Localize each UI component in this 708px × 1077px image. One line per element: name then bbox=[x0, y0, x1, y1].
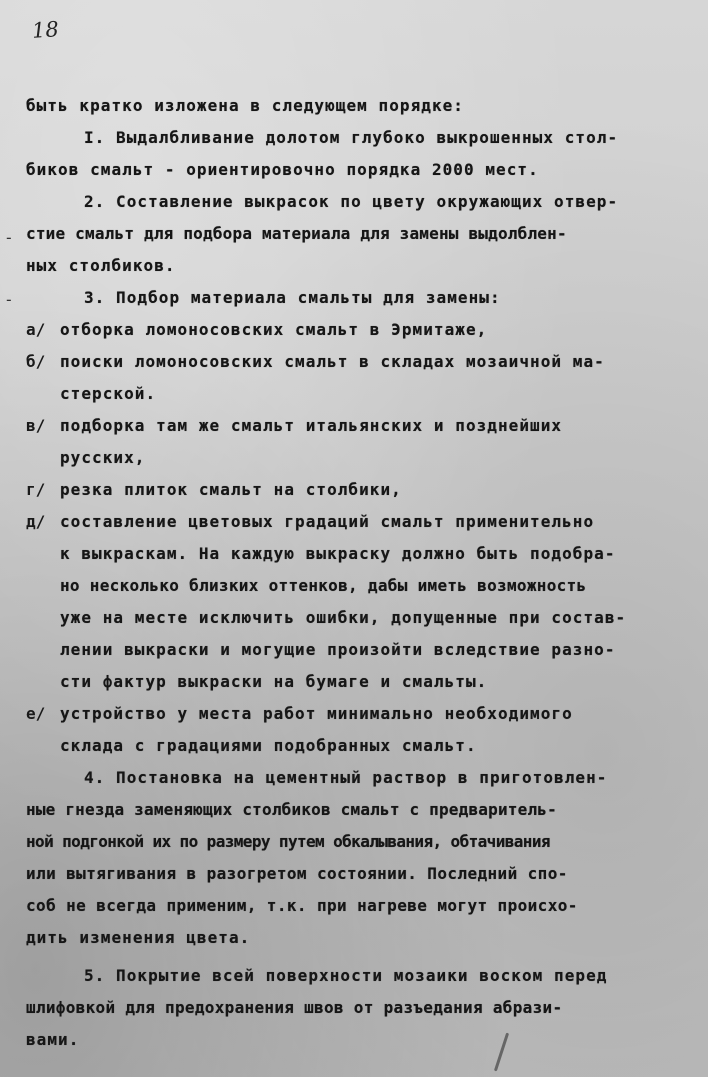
text-line: русских, bbox=[60, 448, 146, 467]
page-number: 18 bbox=[31, 17, 60, 43]
text-line: уже на месте исключить ошибки, допущенные при состав- bbox=[60, 608, 627, 627]
text-line: ные гнезда заменяющих столбиков смальт с предваритель- bbox=[26, 800, 557, 819]
list-marker: б/ bbox=[26, 352, 46, 371]
text-line: поиски ломоносовских смальт в складах мозаичной ма- bbox=[60, 352, 605, 371]
text-line: или вытягивания в разогретом состоянии. Последний спо- bbox=[26, 864, 568, 883]
text-line: к выкраскам. На каждую выкраску должно быть подобра- bbox=[60, 544, 616, 563]
list-marker: е/ bbox=[26, 704, 46, 723]
text-line: стерской. bbox=[60, 384, 157, 403]
list-marker: г/ bbox=[26, 480, 46, 499]
text-line: дить изменения цвета. bbox=[26, 928, 251, 947]
text-line: устройство у места работ минимально необходимого bbox=[60, 704, 573, 723]
text-line: шлифовкой для предохранения швов от разъедания абрази- bbox=[26, 998, 563, 1017]
text-line: ных столбиков. bbox=[26, 256, 176, 275]
text-line: биков смальт - ориентировочно порядка 2000 мест. bbox=[26, 160, 539, 179]
text-line: отборка ломоносовских смальт в Эрмитаже, bbox=[60, 320, 488, 339]
margin-dash-mark: - bbox=[4, 228, 14, 247]
text-line: I. Выдалбливание долотом глубоко выкрошенных стол- bbox=[84, 128, 619, 147]
text-line: вами. bbox=[26, 1030, 80, 1049]
text-line: ной подгонкой их по размеру путем обкалывания, обтачивания bbox=[26, 832, 550, 851]
list-marker: в/ bbox=[26, 416, 46, 435]
text-line: 5. Покрытие всей поверхности мозаики воском перед bbox=[84, 966, 608, 985]
list-marker: д/ bbox=[26, 512, 46, 531]
text-line: склада с градациями подобранных смальт. bbox=[60, 736, 477, 755]
text-line: 2. Составление выкрасок по цвету окружающих отвер- bbox=[84, 192, 619, 211]
list-marker: а/ bbox=[26, 320, 46, 339]
text-line: подборка там же смальт итальянских и позднейших bbox=[60, 416, 563, 435]
text-line: быть кратко изложена в следующем порядке: bbox=[26, 96, 464, 115]
text-line: 3. Подбор материала смальты для замены: bbox=[84, 288, 501, 307]
margin-dash-mark: - bbox=[4, 290, 14, 309]
text-line: стие смальт для подбора материала для замены выдолблен- bbox=[26, 224, 567, 243]
text-line: сти фактур выкраски на бумаге и смальты. bbox=[60, 672, 488, 691]
pen-stroke-mark bbox=[494, 1033, 509, 1072]
text-line: соб не всегда применим, т.к. при нагреве могут происхо- bbox=[26, 896, 578, 915]
text-line: 4. Постановка на цементный раствор в приготовлен- bbox=[84, 768, 608, 787]
text-line: лении выкраски и могущие произойти вследствие разно- bbox=[60, 640, 616, 659]
text-line: резка плиток смальт на столбики, bbox=[60, 480, 402, 499]
text-line: но несколько близких оттенков, дабы иметь возможность bbox=[60, 576, 587, 595]
text-line: составление цветовых градаций смальт применительно bbox=[60, 512, 595, 531]
